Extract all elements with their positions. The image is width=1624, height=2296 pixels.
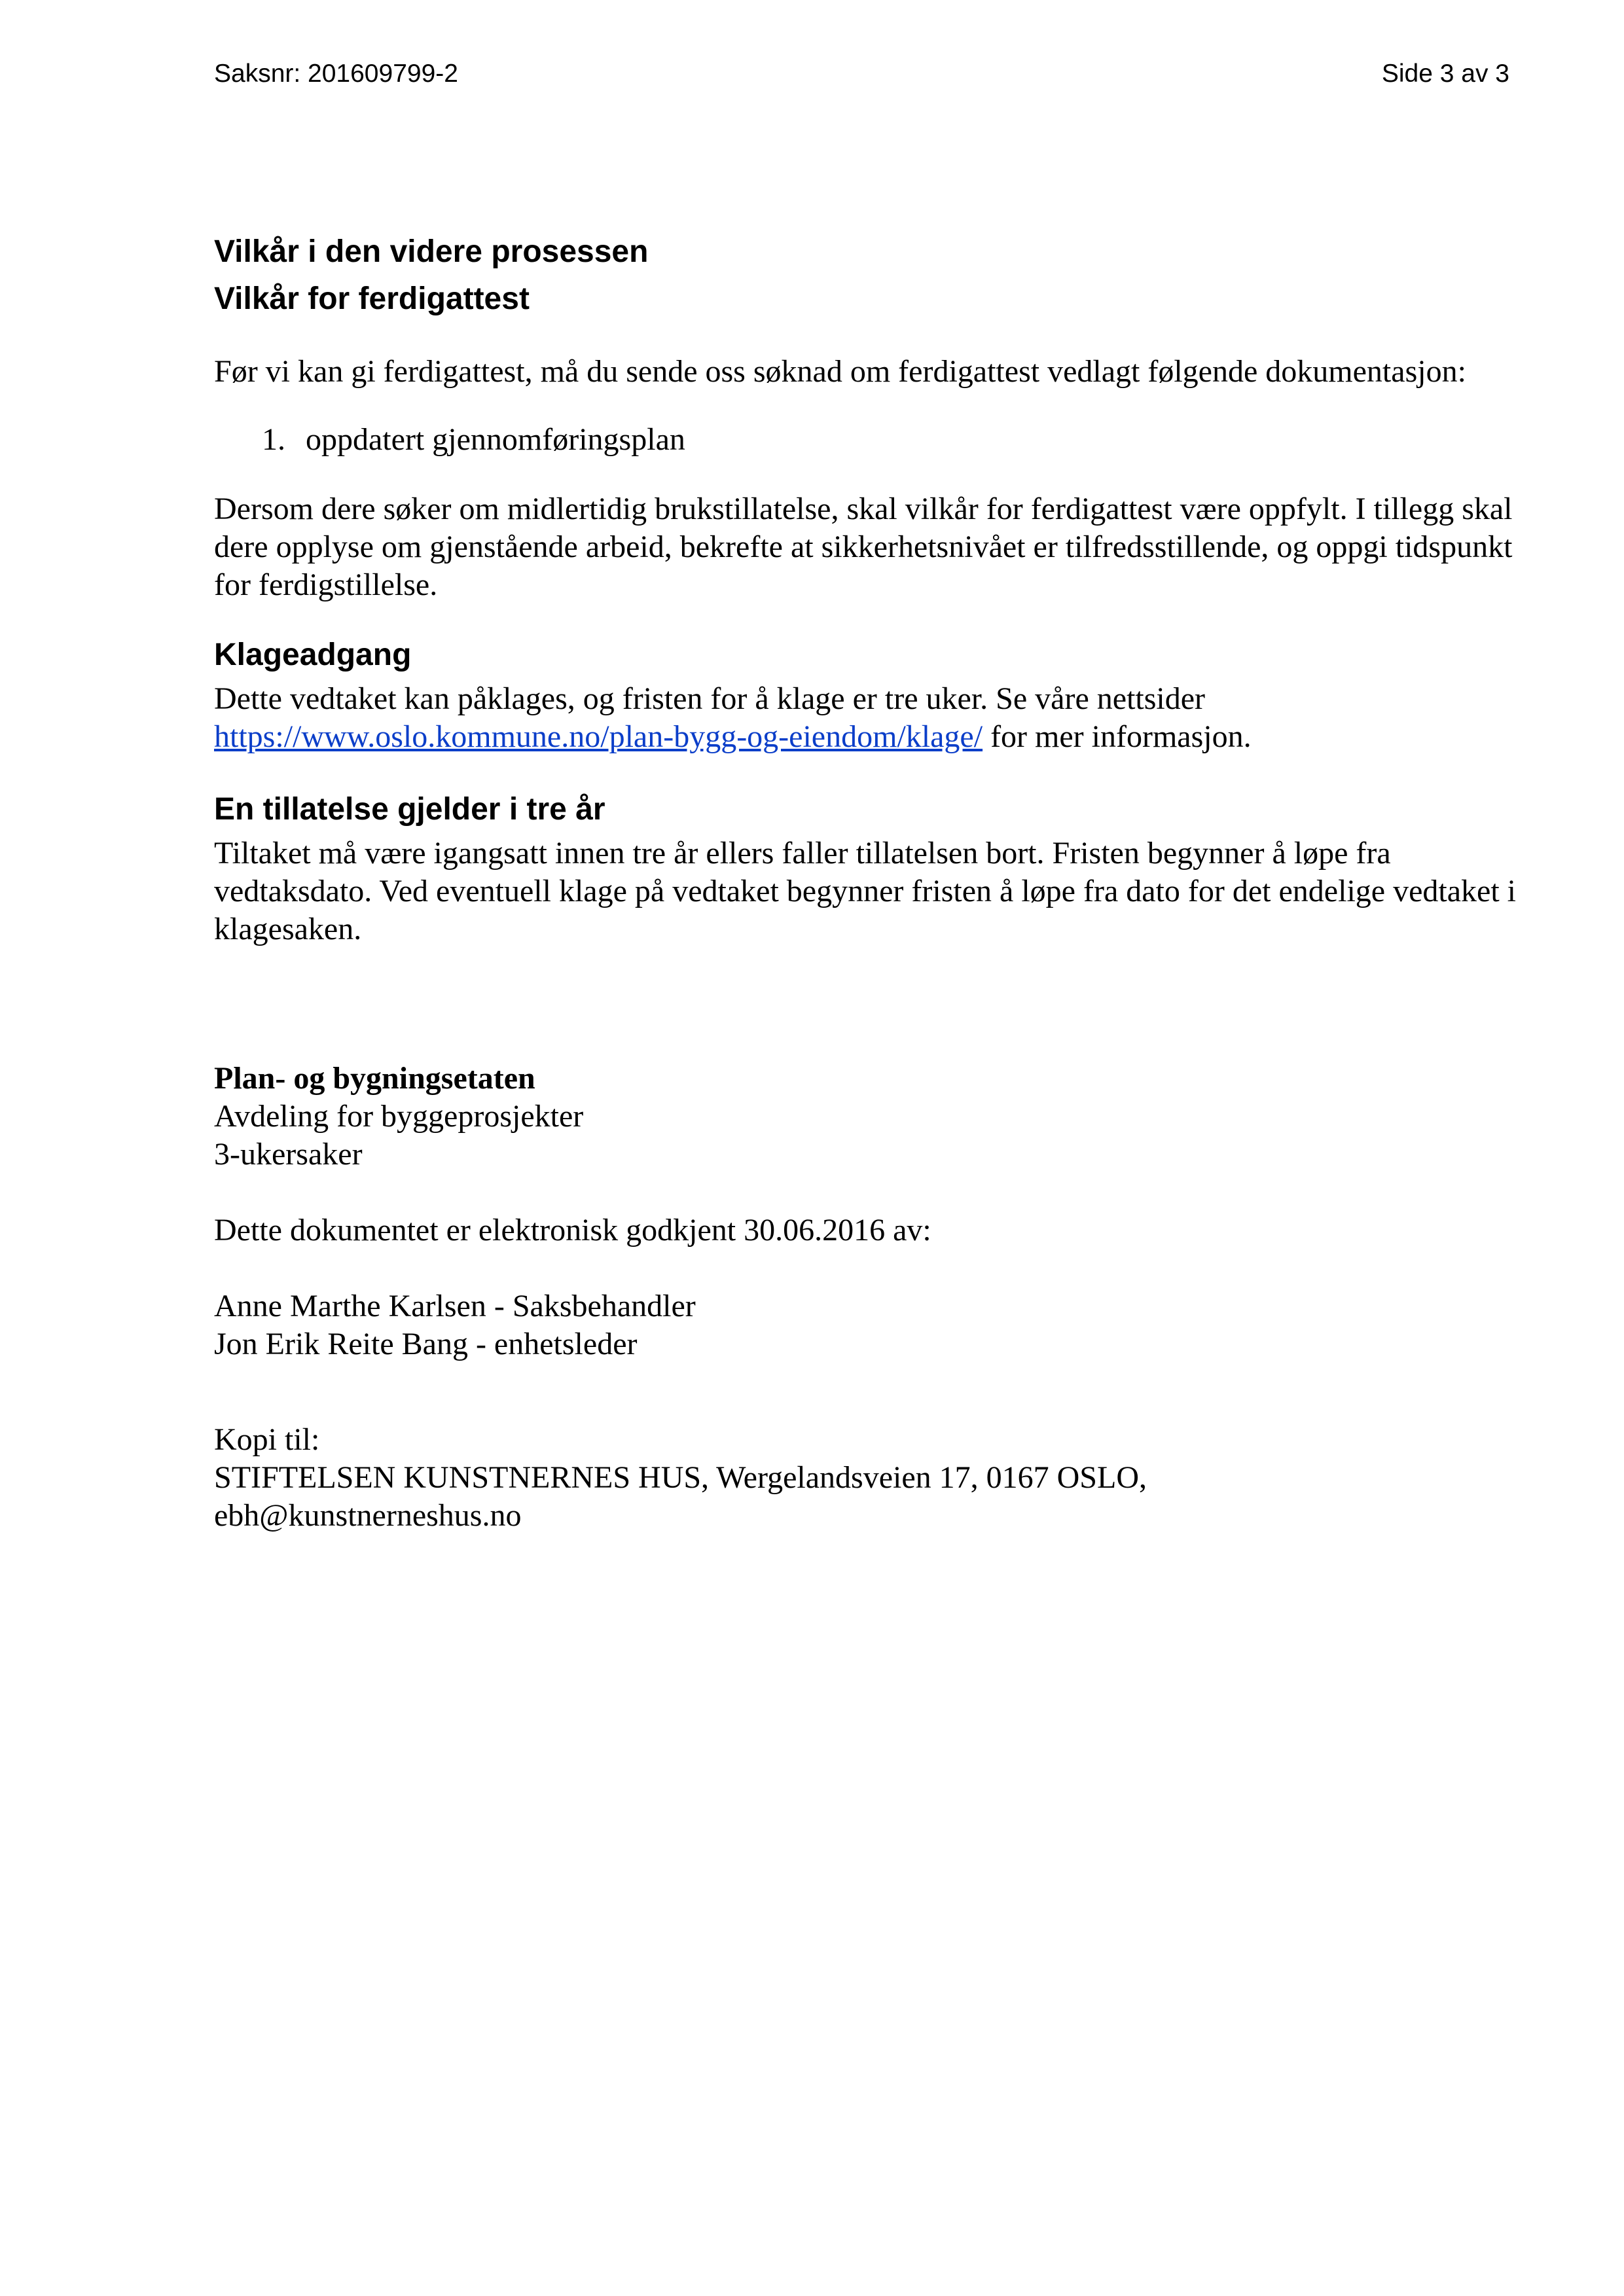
appeal-text-before: Dette vedtaket kan påklages, og fristen for å klage er tre uker. Se våre nettsider (214, 681, 1206, 716)
signature-section (214, 1060, 1517, 1363)
conditions-heading: Vilkår i den videre prosessen (214, 234, 649, 269)
validity-text: Tiltaket må være igangsatt innen tre år ellers faller tillatelsen bort. Fristen begynner å løpe fra vedtaksdato. Ved eventuell klage på vedtaket begynner fristen å løpe fra dato for det endelige vedtaket i klagesaken. (214, 836, 1516, 946)
signer-2: Jon Erik Reite Bang - enhetsleder (214, 1327, 638, 1361)
validity-heading: En tillatelse gjelder i tre år (214, 792, 605, 827)
department-name: Avdeling for byggeprosjekter (214, 1099, 584, 1134)
conditions-intro: Før vi kan gi ferdigattest, må du sende oss søknad om ferdigattest vedlagt følgende dokumentasjon: (214, 354, 1466, 389)
appeal-section (214, 636, 1517, 756)
copy-email: ebh@kunstnerneshus.no (214, 1498, 522, 1533)
temporary-permit-text: Dersom dere søker om midlertidig brukstillatelse, skal vilkår for ferdigattest være oppfylt. I tillegg skal dere opplyse om gjenstående arbeid, bekrefte at sikkerhetsnivået er tilfredsstillende, og oppgi tidspunkt for ferdigstillelse. (214, 492, 1513, 602)
appeal-heading: Klageadgang (214, 637, 412, 672)
list-item-text: oppdatert gjennomføringsplan (306, 422, 685, 457)
approval-statement: Dette dokumentet er elektronisk godkjent 30.06.2016 av: (214, 1213, 931, 1247)
conditions-section (214, 232, 1517, 604)
documentation-list (214, 421, 1517, 459)
appeal-text (214, 680, 1517, 756)
list-item-number: 1. (262, 422, 285, 457)
copy-label: Kopi til: (214, 1422, 320, 1457)
case-number: Saksnr: 201609799-2 (214, 60, 458, 88)
validity-section (214, 790, 1517, 948)
copy-section (214, 1421, 1517, 1535)
appeal-text-after: for mer informasjon. (983, 719, 1252, 754)
document-body (214, 232, 1517, 1535)
conditions-subheading: Vilkår for ferdigattest (214, 281, 530, 316)
page-number: Side 3 av 3 (1381, 60, 1509, 88)
copy-recipient: STIFTELSEN KUNSTNERNES HUS, Wergelandsveien 17, 0167 OSLO, (214, 1460, 1147, 1495)
unit-name: 3-ukersaker (214, 1137, 363, 1172)
signer-1: Anne Marthe Karlsen - Saksbehandler (214, 1289, 696, 1323)
agency-name: Plan- og bygningsetaten (214, 1061, 535, 1096)
list-item (262, 421, 1517, 459)
appeal-link[interactable]: https://www.oslo.kommune.no/plan-bygg-og-eiendom/klage/ (214, 719, 983, 754)
